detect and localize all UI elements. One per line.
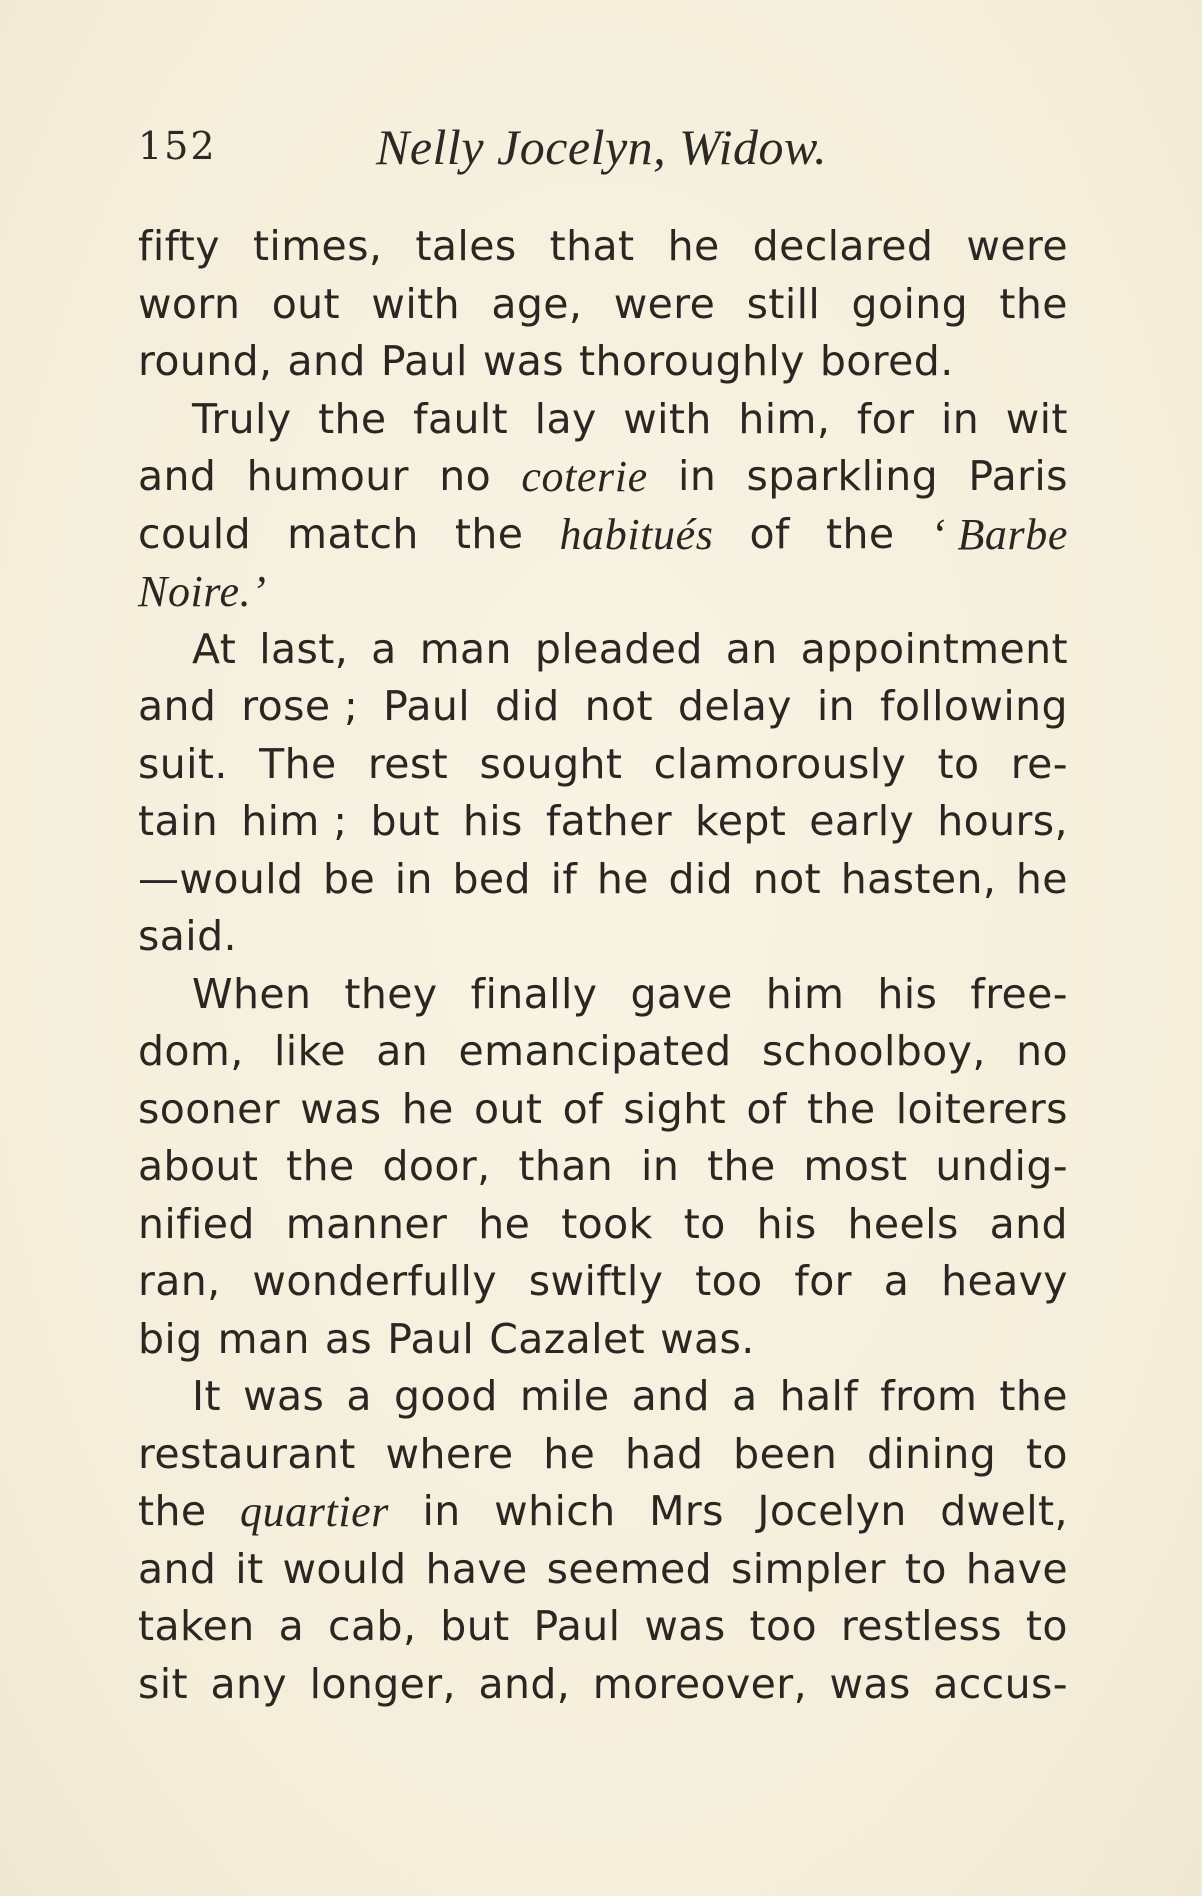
- text-line: [138, 966, 1068, 1024]
- word: half: [779, 1372, 859, 1420]
- text-line: [138, 908, 1068, 966]
- word: did: [668, 854, 734, 903]
- body-text: [138, 218, 1068, 1713]
- word: to: [683, 1199, 726, 1248]
- word: too: [749, 1602, 817, 1650]
- word: following: [880, 682, 1068, 730]
- word: and: [989, 1199, 1068, 1248]
- word: tain: [138, 797, 219, 845]
- word: out: [474, 1084, 543, 1133]
- word: and: [631, 1372, 710, 1420]
- word: rest: [367, 739, 449, 788]
- text-line: [138, 1368, 1068, 1426]
- word: but: [370, 797, 440, 845]
- word: than: [518, 1142, 614, 1190]
- text-line: [138, 621, 1068, 679]
- word: which: [494, 1487, 616, 1535]
- word: in: [422, 1487, 461, 1535]
- word: rose ;: [241, 682, 359, 730]
- page-number: 152: [138, 124, 217, 168]
- word: heavy: [941, 1257, 1068, 1305]
- word: not: [752, 854, 822, 903]
- word: heels: [847, 1199, 959, 1248]
- word: a: [278, 1602, 305, 1650]
- word: good: [394, 1372, 498, 1420]
- text-line: [138, 736, 1068, 794]
- word: cab,: [328, 1602, 417, 1650]
- word: bed: [452, 854, 531, 903]
- word: too: [695, 1257, 763, 1305]
- word: appointment: [800, 624, 1068, 673]
- word: a: [732, 1372, 758, 1420]
- word: to: [937, 739, 980, 788]
- word: father: [545, 797, 672, 845]
- word: an: [376, 1027, 429, 1075]
- word: simpler: [730, 1544, 886, 1593]
- word: dwelt,: [940, 1487, 1068, 1535]
- word: have: [425, 1544, 528, 1593]
- text-line: [138, 1196, 1068, 1254]
- text-line: [138, 218, 1068, 276]
- word: would: [282, 1544, 407, 1593]
- word: Cazalet: [489, 1314, 646, 1363]
- text-line: [138, 1023, 1068, 1081]
- word: wonderfully: [252, 1257, 497, 1305]
- word: could: [138, 509, 252, 558]
- word: he: [401, 1084, 454, 1133]
- word: fault: [413, 394, 509, 443]
- text-line: [138, 563, 1068, 621]
- word: took: [561, 1199, 653, 1248]
- word: most: [803, 1142, 908, 1190]
- text-line: [138, 678, 1068, 736]
- word: emancipated: [458, 1027, 732, 1075]
- word: clamorously: [653, 739, 907, 788]
- word: but: [440, 1602, 510, 1650]
- word: delay: [677, 682, 792, 730]
- word: finally: [470, 969, 598, 1018]
- word: of: [746, 1084, 787, 1133]
- italic-word: coterie: [521, 452, 648, 501]
- word: the: [806, 1084, 876, 1133]
- word: seemed: [546, 1544, 713, 1593]
- word: as: [324, 1314, 373, 1363]
- word: suit.: [138, 739, 228, 788]
- word: match: [287, 509, 419, 558]
- italic-word: ‘ Barbe: [930, 509, 1068, 559]
- word: —would: [138, 854, 304, 903]
- word: wit: [1005, 394, 1068, 443]
- word: last,: [259, 624, 349, 673]
- text-line: [138, 1138, 1068, 1196]
- word: in: [816, 682, 856, 730]
- word: be: [323, 854, 376, 903]
- word: Truly: [192, 394, 292, 443]
- book-title: Nelly Jocelyn, Widow.: [376, 119, 828, 175]
- word: accus-: [933, 1659, 1068, 1708]
- word: still: [746, 279, 821, 328]
- word: restaurant: [138, 1429, 356, 1478]
- word: were: [613, 279, 716, 328]
- word: dining: [866, 1429, 997, 1478]
- word: ran,: [138, 1257, 221, 1305]
- word: Paris: [968, 452, 1068, 500]
- word: pleaded: [534, 624, 703, 673]
- word: Jocelyn: [757, 1487, 907, 1535]
- word: if: [550, 854, 578, 903]
- word: lay: [534, 394, 597, 443]
- word: no: [1016, 1027, 1068, 1075]
- word: it: [235, 1544, 264, 1593]
- word: have: [965, 1544, 1068, 1593]
- word: fifty: [138, 222, 220, 270]
- word: and: [287, 337, 366, 385]
- word: sparkling: [746, 452, 939, 500]
- word: declared: [752, 222, 934, 270]
- word: a: [883, 1257, 910, 1305]
- word: said.: [138, 912, 237, 960]
- word: sought: [479, 739, 623, 788]
- word: taken: [138, 1602, 255, 1650]
- word: to: [1025, 1602, 1068, 1650]
- word: The: [259, 739, 337, 788]
- word: him,: [738, 394, 831, 443]
- word: like: [274, 1027, 346, 1075]
- word: loiterers: [895, 1084, 1068, 1133]
- word: Paul: [380, 337, 468, 385]
- text-line: [138, 1426, 1068, 1484]
- word: restless: [840, 1602, 1003, 1650]
- word: Paul: [383, 682, 471, 730]
- word: that: [549, 222, 635, 270]
- word: schoolboy,: [761, 1027, 986, 1075]
- word: gave: [630, 969, 733, 1018]
- word: his: [756, 1199, 817, 1248]
- word: in: [940, 394, 980, 443]
- text-line: [138, 448, 1068, 506]
- italic-word: quartier: [239, 1487, 390, 1536]
- text-line: [138, 1483, 1068, 1541]
- word: early: [809, 797, 915, 845]
- word: dom,: [138, 1027, 244, 1075]
- word: not: [584, 682, 653, 730]
- word: manner: [285, 1199, 448, 1248]
- text-line: [138, 1541, 1068, 1599]
- word: been: [733, 1429, 838, 1478]
- text-line: [138, 851, 1068, 909]
- word: was: [829, 1659, 911, 1708]
- word: for: [856, 394, 915, 443]
- italic-word: Noire.’: [138, 567, 267, 616]
- word: tales: [415, 222, 517, 270]
- word: had: [625, 1429, 704, 1478]
- word: and: [138, 452, 217, 500]
- word: was.: [660, 1314, 755, 1363]
- text-line: [138, 333, 1068, 391]
- word: man: [419, 624, 512, 673]
- word: was: [482, 337, 565, 385]
- word: big: [138, 1314, 203, 1363]
- word: a: [371, 624, 397, 673]
- word: to: [904, 1544, 947, 1593]
- word: a: [346, 1372, 372, 1420]
- word: and: [138, 682, 217, 730]
- word: no: [439, 452, 492, 500]
- text-line: [138, 1081, 1068, 1139]
- word: in: [678, 452, 717, 500]
- word: with: [371, 279, 460, 328]
- word: he: [667, 222, 720, 270]
- word: nified: [138, 1199, 255, 1248]
- word: re-: [1010, 739, 1068, 788]
- word: were: [966, 222, 1068, 270]
- word: door,: [382, 1142, 491, 1190]
- word: he: [596, 854, 649, 903]
- word: him: [765, 969, 845, 1018]
- word: he: [1015, 854, 1068, 903]
- word: he: [478, 1199, 531, 1248]
- word: Mrs: [649, 1487, 724, 1535]
- text-line: [138, 1598, 1068, 1656]
- word: in: [641, 1142, 680, 1190]
- word: undig-: [935, 1142, 1068, 1190]
- text-line: [138, 1253, 1068, 1311]
- word: was: [243, 1372, 325, 1420]
- word: and: [138, 1544, 217, 1593]
- word: the: [707, 1142, 776, 1190]
- word: hours,: [937, 797, 1068, 845]
- word: Paul: [533, 1602, 621, 1650]
- word: thoroughly: [579, 337, 805, 385]
- word: of: [749, 509, 790, 558]
- word: his: [877, 969, 938, 1018]
- text-line: [138, 1311, 1068, 1369]
- word: with: [623, 394, 712, 443]
- word: the: [999, 1372, 1068, 1420]
- word: sooner: [138, 1084, 280, 1133]
- word: kept: [695, 797, 787, 845]
- word: the: [318, 394, 387, 443]
- word: from: [880, 1372, 978, 1420]
- word: where: [385, 1429, 514, 1478]
- word: in: [394, 854, 433, 903]
- word: did: [495, 682, 560, 730]
- word: swiftly: [528, 1257, 664, 1305]
- word: worn: [138, 279, 241, 328]
- text-line: [138, 276, 1068, 334]
- word: of: [562, 1084, 603, 1133]
- word: was: [300, 1084, 382, 1133]
- italic-word: habitués: [559, 509, 714, 559]
- word: It: [192, 1372, 221, 1420]
- word: was: [644, 1602, 726, 1650]
- word: the: [454, 509, 524, 558]
- word: out: [271, 279, 341, 328]
- word: When: [192, 969, 312, 1018]
- word: Paul: [387, 1314, 475, 1363]
- running-head: [138, 118, 1068, 178]
- text-line: [138, 391, 1068, 449]
- word: the: [999, 279, 1068, 328]
- text-line: [138, 1656, 1068, 1714]
- word: At: [192, 624, 237, 673]
- word: about: [138, 1142, 259, 1190]
- word: hasten,: [840, 854, 997, 903]
- word: humour: [246, 452, 409, 500]
- word: sight: [623, 1084, 727, 1133]
- word: the: [286, 1142, 355, 1190]
- word: age,: [491, 279, 583, 328]
- word: for: [794, 1257, 852, 1305]
- word: longer,: [309, 1659, 456, 1708]
- word: sit: [138, 1659, 189, 1708]
- word: they: [344, 969, 438, 1018]
- word: times,: [252, 222, 383, 270]
- word: round,: [138, 337, 273, 385]
- word: bored.: [819, 337, 954, 385]
- word: man: [217, 1314, 310, 1363]
- word: moreover,: [592, 1659, 807, 1708]
- word: the: [138, 1487, 207, 1535]
- word: him ;: [241, 797, 348, 845]
- word: and,: [478, 1659, 571, 1708]
- word: going: [851, 279, 969, 328]
- text-line: [138, 793, 1068, 851]
- word: an: [725, 624, 778, 673]
- word: mile: [519, 1372, 610, 1420]
- word: to: [1025, 1429, 1068, 1478]
- word: he: [543, 1429, 596, 1478]
- word: his: [462, 797, 523, 845]
- word: any: [210, 1659, 288, 1708]
- word: the: [825, 509, 895, 558]
- word: free-: [970, 969, 1068, 1018]
- text-line: [138, 506, 1068, 564]
